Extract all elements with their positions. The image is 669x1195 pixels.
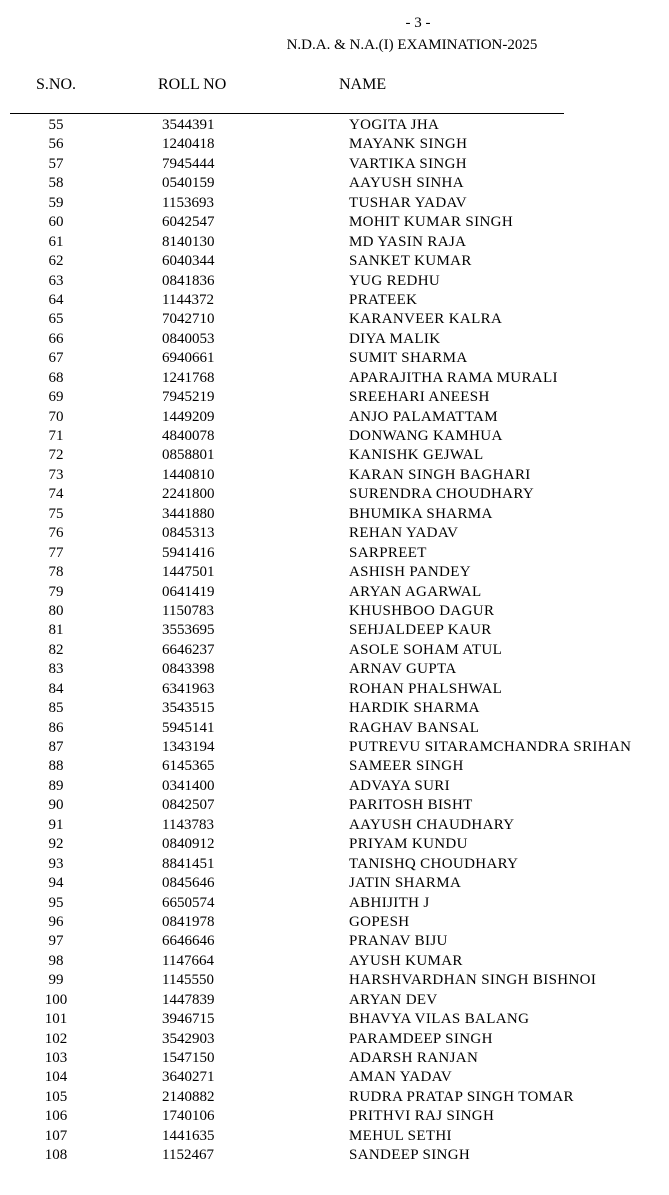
candidate-name: ADVAYA SURI — [349, 777, 450, 794]
roll-number: 0641419 — [162, 583, 215, 600]
candidate-name: AAYUSH CHAUDHARY — [349, 816, 515, 833]
candidate-name: HARDIK SHARMA — [349, 700, 480, 717]
roll-number: 0858801 — [162, 447, 215, 464]
table-row — [0, 466, 669, 485]
table-row — [0, 641, 669, 660]
candidate-name: VARTIKA SINGH — [349, 155, 467, 172]
table-row — [0, 388, 669, 407]
serial-number: 80 — [48, 602, 64, 619]
serial-number: 92 — [48, 836, 64, 853]
candidate-name: PRIYAM KUNDU — [349, 836, 468, 853]
table-row — [0, 174, 669, 193]
candidate-name: MD YASIN RAJA — [349, 233, 467, 250]
roll-number: 7945444 — [162, 155, 215, 172]
roll-number: 1153693 — [162, 194, 214, 211]
candidate-name: RUDRA PRATAP SINGH TOMAR — [349, 1088, 574, 1105]
serial-number: 72 — [48, 447, 64, 464]
roll-number: 3441880 — [162, 505, 215, 522]
table-row — [0, 621, 669, 640]
candidate-name: KARAN SINGH BAGHARI — [349, 466, 531, 483]
candidate-name: PUTREVU SITARAMCHANDRA SRIHAN — [349, 739, 632, 755]
roll-number: 0540159 — [162, 175, 215, 192]
table-row — [0, 1049, 669, 1068]
table-row — [0, 757, 669, 776]
candidate-name: JATIN SHARMA — [349, 875, 462, 892]
serial-number: 87 — [48, 739, 64, 755]
roll-number: 1740106 — [162, 1108, 215, 1125]
roll-number: 6646237 — [162, 641, 215, 658]
candidate-name: SAMEER SINGH — [349, 758, 464, 775]
serial-number: 95 — [48, 894, 64, 911]
candidate-name: AAYUSH SINHA — [349, 175, 464, 192]
serial-number: 78 — [48, 564, 64, 581]
roll-number: 1152467 — [162, 1147, 214, 1164]
serial-number: 103 — [44, 1050, 68, 1066]
candidate-name: BHUMIKA SHARMA — [349, 505, 493, 522]
serial-number: 96 — [48, 913, 64, 930]
candidate-name: ARNAV GUPTA — [349, 661, 457, 678]
serial-number: 56 — [48, 136, 64, 153]
serial-number: 64 — [48, 291, 64, 308]
table-row — [0, 427, 669, 446]
serial-number: 107 — [44, 1127, 68, 1144]
table-row — [0, 272, 669, 291]
table-row — [0, 135, 669, 154]
roll-number: 1241768 — [162, 369, 215, 386]
roll-number: 0843398 — [162, 661, 215, 678]
roll-number: 1343194 — [162, 739, 215, 755]
roll-number: 1447501 — [162, 564, 215, 581]
candidate-name: KANISHK GEJWAL — [349, 447, 484, 464]
roll-number: 1144372 — [162, 291, 214, 308]
candidate-name: BHAVYA VILAS BALANG — [349, 1011, 530, 1028]
table-row — [0, 369, 669, 388]
page-number: - 3 - — [405, 15, 431, 31]
serial-number: 89 — [48, 777, 64, 794]
roll-number: 1441635 — [162, 1127, 215, 1144]
exam-title: N.D.A. & N.A.(I) EXAMINATION-2025 — [286, 37, 538, 53]
roll-number: 6646646 — [162, 933, 215, 950]
table-row — [0, 1146, 669, 1165]
roll-number: 3946715 — [162, 1011, 215, 1028]
table-row — [0, 524, 669, 543]
candidate-name: PARAMDEEP SINGH — [349, 1030, 493, 1047]
serial-number: 82 — [48, 641, 64, 658]
roll-number: 1447839 — [162, 991, 215, 1008]
candidate-name: PRATEEK — [349, 291, 418, 308]
candidate-name: KARANVEER KALRA — [349, 311, 503, 328]
roll-number: 0845646 — [162, 875, 215, 892]
roll-number: 0841836 — [162, 272, 215, 289]
candidate-name: PRANAV BIJU — [349, 933, 448, 950]
roll-number: 2140882 — [162, 1088, 215, 1105]
column-header-name: NAME — [339, 76, 387, 93]
candidate-name: SUMIT SHARMA — [349, 350, 468, 367]
candidate-name: ANJO PALAMATTAM — [349, 408, 498, 425]
roll-number: 6650574 — [162, 894, 215, 911]
roll-number: 1240418 — [162, 136, 215, 153]
serial-number: 67 — [48, 350, 64, 367]
serial-number: 79 — [48, 583, 64, 600]
candidate-name: PRITHVI RAJ SINGH — [349, 1108, 495, 1125]
roll-number: 3544391 — [162, 117, 215, 133]
table-row — [0, 699, 669, 718]
table-row — [0, 116, 669, 135]
table-row — [0, 1010, 669, 1029]
serial-number: 61 — [48, 233, 64, 250]
table-row — [0, 252, 669, 271]
roll-number: 8140130 — [162, 233, 215, 250]
serial-number: 65 — [48, 311, 64, 328]
table-row — [0, 952, 669, 971]
candidate-name: GOPESH — [349, 913, 410, 930]
serial-number: 60 — [48, 214, 64, 231]
table-row — [0, 1088, 669, 1107]
table-row — [0, 660, 669, 679]
candidate-name: APARAJITHA RAMA MURALI — [349, 369, 558, 386]
serial-number: 99 — [48, 972, 64, 989]
candidate-name: MAYANK SINGH — [349, 136, 468, 153]
candidate-name: DONWANG KAMHUA — [349, 428, 503, 444]
serial-number: 90 — [48, 797, 64, 814]
candidate-name: DIYA MALIK — [349, 330, 441, 347]
serial-number: 88 — [48, 758, 64, 775]
roll-number: 4840078 — [162, 428, 215, 444]
roll-number: 0841978 — [162, 913, 215, 930]
serial-number: 77 — [48, 544, 64, 561]
roll-number: 6042547 — [162, 214, 215, 231]
header-rule — [10, 113, 564, 114]
roll-number: 6040344 — [162, 253, 215, 270]
results-list — [0, 116, 669, 1166]
roll-number: 3640271 — [162, 1069, 215, 1086]
roll-number: 1145550 — [162, 972, 214, 989]
table-row — [0, 777, 669, 796]
candidate-name: AMAN YADAV — [349, 1069, 453, 1086]
serial-number: 69 — [48, 389, 64, 406]
table-row — [0, 991, 669, 1010]
roll-number: 0840912 — [162, 836, 215, 853]
serial-number: 91 — [48, 816, 64, 833]
roll-number: 1150783 — [162, 602, 214, 619]
candidate-name: SARPREET — [349, 544, 427, 561]
table-row — [0, 349, 669, 368]
serial-number: 81 — [48, 622, 64, 639]
table-row — [0, 563, 669, 582]
table-row — [0, 1068, 669, 1087]
table-row — [0, 310, 669, 329]
serial-number: 102 — [44, 1030, 68, 1047]
candidate-name: ABHIJITH J — [349, 894, 430, 911]
table-row — [0, 194, 669, 213]
roll-number: 0845313 — [162, 525, 215, 542]
candidate-name: SEHJALDEEP KAUR — [349, 622, 492, 639]
roll-number: 0341400 — [162, 777, 215, 794]
candidate-name: MOHIT KUMAR SINGH — [349, 214, 514, 231]
serial-number: 71 — [48, 428, 64, 444]
candidate-name: AYUSH KUMAR — [349, 952, 463, 969]
roll-number: 1440810 — [162, 466, 215, 483]
candidate-name: RAGHAV BANSAL — [349, 719, 480, 736]
candidate-name: ASHISH PANDEY — [349, 564, 471, 581]
candidate-name: YUG REDHU — [349, 272, 441, 289]
table-row — [0, 796, 669, 815]
table-row — [0, 1107, 669, 1126]
roll-number: 6341963 — [162, 680, 215, 697]
roll-number: 1147664 — [162, 952, 214, 969]
roll-number: 6145365 — [162, 758, 215, 775]
serial-number: 86 — [48, 719, 64, 736]
serial-number: 66 — [48, 330, 64, 347]
roll-number: 5945141 — [162, 719, 215, 736]
table-row — [0, 446, 669, 465]
table-row — [0, 213, 669, 232]
serial-number: 55 — [48, 117, 64, 133]
candidate-name: KHUSHBOO DAGUR — [349, 602, 495, 619]
table-row — [0, 874, 669, 893]
candidate-name: ARYAN AGARWAL — [349, 583, 482, 600]
candidate-name: ARYAN DEV — [349, 991, 438, 1008]
table-row — [0, 485, 669, 504]
roll-number: 0840053 — [162, 330, 215, 347]
roll-number: 1547150 — [162, 1050, 215, 1066]
table-row — [0, 233, 669, 252]
table-row — [0, 330, 669, 349]
serial-number: 76 — [48, 525, 64, 542]
column-header-sno: S.NO. — [36, 76, 77, 93]
serial-number: 93 — [48, 855, 64, 872]
serial-number: 62 — [48, 253, 64, 270]
table-row — [0, 1030, 669, 1049]
roll-number: 6940661 — [162, 350, 215, 367]
candidate-name: REHAN YADAV — [349, 525, 459, 542]
table-row — [0, 971, 669, 990]
roll-number: 3543515 — [162, 700, 215, 717]
serial-number: 68 — [48, 369, 64, 386]
roll-number: 3542903 — [162, 1030, 215, 1047]
serial-number: 74 — [48, 486, 64, 503]
candidate-name: SURENDRA CHOUDHARY — [349, 486, 535, 503]
table-row — [0, 505, 669, 524]
roll-number: 2241800 — [162, 486, 215, 503]
candidate-name: TUSHAR YADAV — [349, 194, 467, 211]
candidate-name: MEHUL SETHI — [349, 1127, 452, 1144]
table-row — [0, 544, 669, 563]
table-row — [0, 1127, 669, 1146]
table-row — [0, 719, 669, 738]
serial-number: 100 — [44, 991, 68, 1008]
table-row — [0, 738, 669, 757]
table-row — [0, 855, 669, 874]
candidate-name: HARSHVARDHAN SINGH BISHNOI — [349, 972, 597, 989]
serial-number: 59 — [48, 194, 64, 211]
roll-number: 1449209 — [162, 408, 215, 425]
serial-number: 105 — [44, 1088, 68, 1105]
serial-number: 97 — [48, 933, 64, 950]
table-row — [0, 291, 669, 310]
roll-number: 0842507 — [162, 797, 215, 814]
candidate-name: SREEHARI ANEESH — [349, 389, 490, 406]
table-row — [0, 835, 669, 854]
table-row — [0, 816, 669, 835]
serial-number: 101 — [44, 1011, 68, 1028]
roll-number: 7945219 — [162, 389, 215, 406]
candidate-name: SANKET KUMAR — [349, 253, 472, 270]
table-row — [0, 894, 669, 913]
serial-number: 108 — [44, 1147, 68, 1164]
serial-number: 98 — [48, 952, 64, 969]
serial-number: 58 — [48, 175, 64, 192]
serial-number: 70 — [48, 408, 64, 425]
table-row — [0, 913, 669, 932]
candidate-name: SANDEEP SINGH — [349, 1147, 471, 1164]
serial-number: 75 — [48, 505, 64, 522]
roll-number: 3553695 — [162, 622, 215, 639]
serial-number: 57 — [48, 155, 64, 172]
serial-number: 94 — [48, 875, 64, 892]
serial-number: 84 — [48, 680, 64, 697]
candidate-name: TANISHQ CHOUDHARY — [349, 855, 519, 872]
serial-number: 104 — [44, 1069, 68, 1086]
candidate-name: ASOLE SOHAM ATUL — [349, 641, 503, 658]
table-row — [0, 932, 669, 951]
roll-number: 1143783 — [162, 816, 214, 833]
table-row — [0, 583, 669, 602]
candidate-name: YOGITA JHA — [349, 117, 440, 133]
serial-number: 73 — [48, 466, 64, 483]
table-row — [0, 602, 669, 621]
serial-number: 63 — [48, 272, 64, 289]
roll-number: 7042710 — [162, 311, 215, 328]
serial-number: 85 — [48, 700, 64, 717]
table-row — [0, 155, 669, 174]
serial-number: 106 — [44, 1108, 68, 1125]
roll-number: 5941416 — [162, 544, 215, 561]
column-header-roll-no: ROLL NO — [158, 76, 227, 93]
serial-number: 83 — [48, 661, 64, 678]
table-row — [0, 408, 669, 427]
candidate-name: ROHAN PHALSHWAL — [349, 680, 503, 697]
table-row — [0, 680, 669, 699]
candidate-name: PARITOSH BISHT — [349, 797, 473, 814]
candidate-name: ADARSH RANJAN — [349, 1050, 479, 1066]
roll-number: 8841451 — [162, 855, 215, 872]
